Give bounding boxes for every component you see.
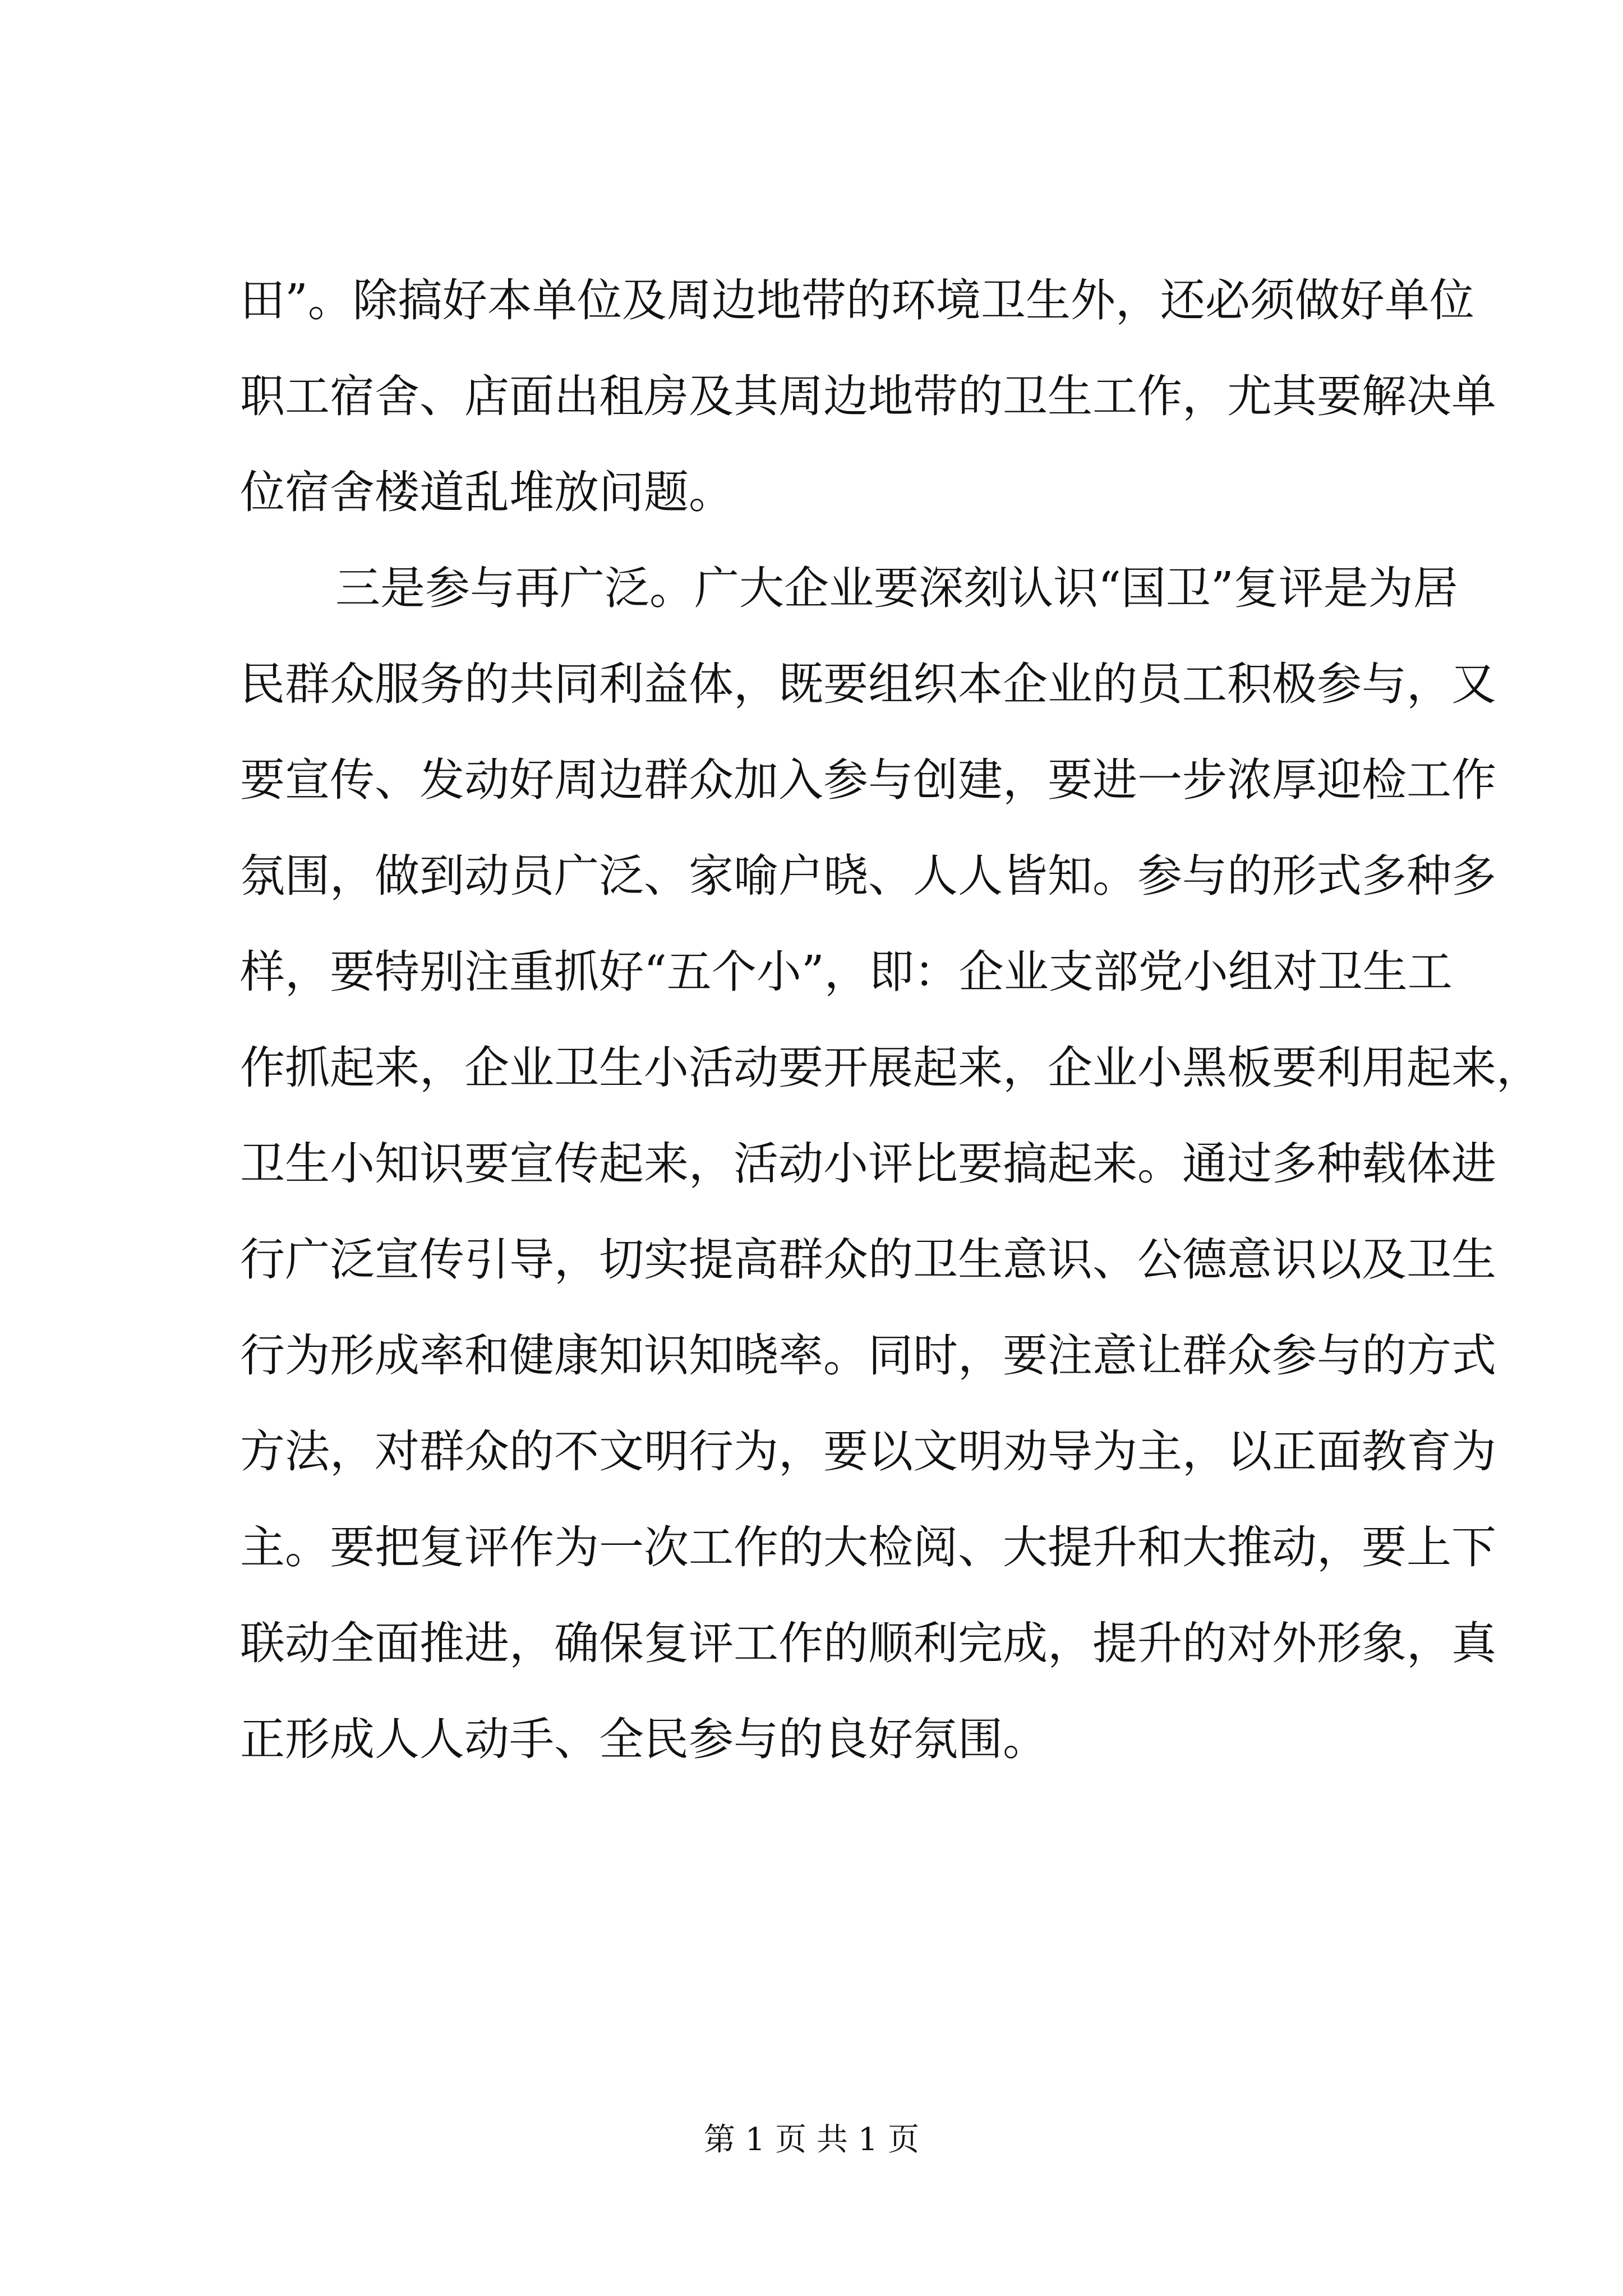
paragraph-line: 行广泛宣传引导，切实提高群众的卫生意识、公德意识以及卫生 <box>240 1234 1496 1286</box>
paragraph-line: 主。要把复评作为一次工作的大检阅、大提升和大推动，要上下 <box>240 1521 1496 1573</box>
paragraph-line: 职工宿舍、店面出租房及其周边地带的卫生工作，尤其要解决单 <box>240 370 1496 422</box>
paragraph-line: 行为形成率和健康知识知晓率。同时，要注意让群众参与的方式 <box>240 1329 1496 1382</box>
paragraph-1 <box>240 252 1496 540</box>
paragraph-line: 正形成人人动手、全民参与的良好氛围。 <box>240 1713 1048 1765</box>
paragraph-line: 联动全面推进，确保复评工作的顺利完成，提升的对外形象，真 <box>240 1617 1496 1669</box>
paragraph-line: 民群众服务的共同利益体，既要组织本企业的员工积极参与，又 <box>240 658 1496 710</box>
page-number: 第 1 页 共 1 页 <box>703 2122 920 2158</box>
paragraph-line: 田”。除搞好本单位及周边地带的环境卫生外，还必须做好单位 <box>240 274 1474 326</box>
document-body <box>240 252 1541 1787</box>
paragraph-line: 样，要特别注重抓好“五个小”，即：企业支部党小组对卫生工 <box>240 946 1453 998</box>
paragraph-2 <box>240 540 1541 1787</box>
paragraph-line: 氛围，做到动员广泛、家喻户晓、人人皆知。参与的形式多种多 <box>240 850 1496 902</box>
paragraph-line: 卫生小知识要宣传起来，活动小评比要搞起来。通过多种载体进 <box>240 1138 1496 1190</box>
paragraph-line: 方法，对群众的不文明行为，要以文明劝导为主，以正面教育为 <box>240 1425 1496 1478</box>
paragraph-line: 作抓起来，企业卫生小活动要开展起来，企业小黑板要利用起来， <box>240 1042 1541 1094</box>
paragraph-line: 三是参与再广泛。广大企业要深刻认识“国卫”复评是为居 <box>335 562 1458 614</box>
paragraph-line: 位宿舍楼道乱堆放问题。 <box>240 466 734 518</box>
paragraph-line: 要宣传、发动好周边群众加入参与创建，要进一步浓厚迎检工作 <box>240 754 1496 806</box>
